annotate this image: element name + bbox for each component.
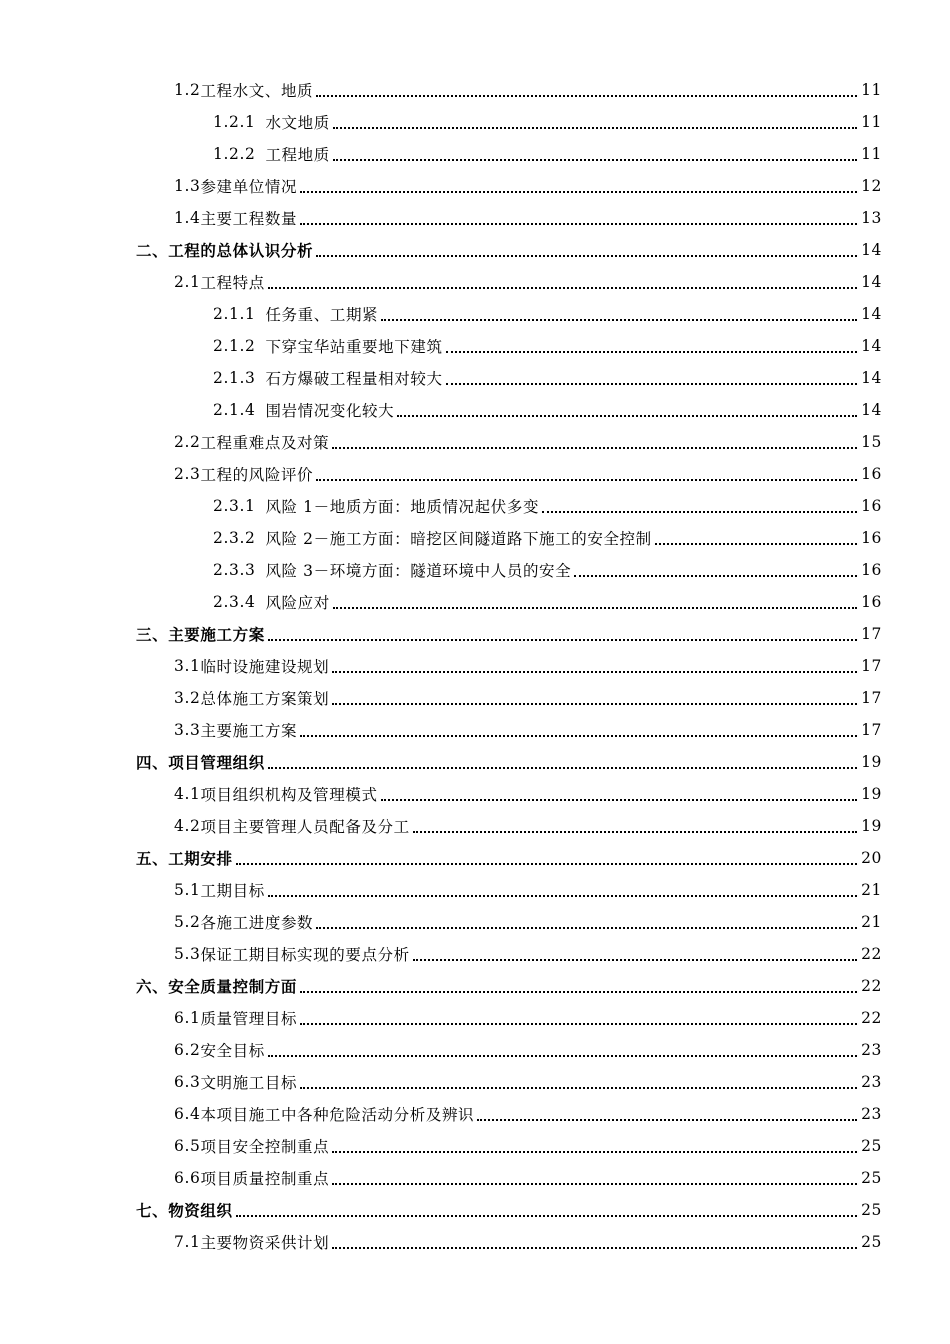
entry-title: 安全质量控制方面	[168, 977, 298, 996]
toc-section-entry[interactable]	[0, 938, 950, 970]
entry-title: 临时设施建设规划	[200, 658, 330, 676]
entry-number: 6.1	[174, 1009, 201, 1027]
entry-number: 七、	[136, 1201, 169, 1220]
entry-title: 主要工程数量	[200, 210, 298, 228]
entry-number: 1.3	[174, 177, 201, 195]
page-number: 14	[861, 337, 882, 355]
entry-number: 六、	[136, 977, 169, 996]
page-number: 14	[861, 273, 882, 291]
dot-leader	[300, 222, 857, 225]
entry-title: 工期目标	[200, 882, 265, 900]
entry-number: 7.1	[174, 1233, 201, 1251]
entry-title: 安全目标	[200, 1042, 265, 1060]
dot-leader	[268, 638, 857, 641]
toc-section-entry[interactable]	[0, 1066, 950, 1098]
page-number: 23	[861, 1105, 882, 1123]
entry-number: 2.1.3	[213, 369, 256, 387]
entry-number: 3.1	[174, 657, 201, 675]
page-number: 16	[861, 465, 882, 483]
dot-leader	[655, 542, 857, 545]
entry-number: 3.2	[174, 689, 201, 707]
page-number: 25	[861, 1169, 882, 1187]
entry-number: 1.4	[174, 209, 201, 227]
toc-chapter-entry[interactable]	[0, 234, 950, 266]
dot-leader	[300, 190, 857, 193]
toc-section-entry[interactable]	[0, 138, 950, 170]
toc-section-entry[interactable]	[0, 1226, 950, 1258]
entry-number: 6.2	[174, 1041, 201, 1059]
entry-title: 参建单位情况	[200, 178, 298, 196]
page-number: 11	[861, 113, 882, 131]
entry-title: 主要物资采供计划	[200, 1234, 330, 1252]
toc-chapter-entry[interactable]	[0, 842, 950, 874]
toc-section-entry[interactable]	[0, 522, 950, 554]
page-number: 22	[861, 1009, 882, 1027]
entry-number: 2.1.2	[213, 337, 256, 355]
page-number: 22	[861, 945, 882, 963]
page-number: 25	[861, 1201, 882, 1219]
entry-title: 主要施工方案	[200, 722, 298, 740]
toc-chapter-entry[interactable]	[0, 1194, 950, 1226]
toc-section-entry[interactable]	[0, 1162, 950, 1194]
toc-section-entry[interactable]	[0, 874, 950, 906]
entry-title: 文明施工目标	[200, 1074, 298, 1092]
dot-leader	[574, 574, 857, 577]
dot-leader	[332, 670, 857, 673]
entry-title: 工程重难点及对策	[200, 434, 330, 452]
toc-section-entry[interactable]	[0, 650, 950, 682]
dot-leader	[332, 1246, 857, 1249]
entry-number: 3.3	[174, 721, 201, 739]
page-number: 23	[861, 1073, 882, 1091]
entry-number: 4.1	[174, 785, 201, 803]
entry-title: 本项目施工中各种危险活动分析及辨识	[200, 1106, 475, 1124]
entry-number: 6.6	[174, 1169, 201, 1187]
toc-section-entry[interactable]	[0, 714, 950, 746]
page-number: 14	[861, 369, 882, 387]
dot-leader	[446, 350, 858, 353]
entry-number: 2.3.2	[213, 529, 256, 547]
entry-title: 风险 1－地质方面：地质情况起伏多变	[265, 498, 540, 516]
dot-leader	[300, 734, 857, 737]
dot-leader	[333, 126, 857, 129]
entry-title: 围岩情况变化较大	[265, 402, 395, 420]
page-number: 19	[861, 817, 882, 835]
entry-number: 2.2	[174, 433, 201, 451]
entry-number: 1.2.1	[213, 113, 256, 131]
page-number: 11	[861, 145, 882, 163]
dot-leader	[300, 1086, 857, 1089]
page-number: 14	[861, 305, 882, 323]
entry-title: 下穿宝华站重要地下建筑	[265, 338, 443, 356]
entry-title: 工程的总体认识分析	[168, 241, 314, 260]
page-number: 16	[861, 497, 882, 515]
dot-leader	[268, 766, 857, 769]
entry-number: 2.1	[174, 273, 201, 291]
entry-title: 工程特点	[200, 274, 265, 292]
toc-section-entry[interactable]	[0, 906, 950, 938]
toc-chapter-entry[interactable]	[0, 618, 950, 650]
dot-leader	[333, 158, 857, 161]
entry-title: 工程的风险评价	[200, 466, 314, 484]
toc-section-entry[interactable]	[0, 1098, 950, 1130]
page-number: 14	[861, 241, 882, 259]
entry-title: 风险 3－环境方面：隧道环境中人员的安全	[265, 562, 572, 580]
entry-number: 1.2.2	[213, 145, 256, 163]
page-number: 19	[861, 785, 882, 803]
entry-number: 5.3	[174, 945, 201, 963]
dot-leader	[477, 1118, 857, 1121]
table-of-contents	[0, 74, 950, 1258]
entry-number: 2.1.1	[213, 305, 256, 323]
dot-leader	[316, 254, 857, 257]
toc-section-entry[interactable]	[0, 1002, 950, 1034]
dot-leader	[381, 798, 858, 801]
toc-chapter-entry[interactable]	[0, 970, 950, 1002]
toc-section-entry[interactable]	[0, 362, 950, 394]
toc-section-entry[interactable]	[0, 170, 950, 202]
dot-leader	[300, 1022, 857, 1025]
entry-number: 二、	[136, 241, 169, 260]
page-number: 25	[861, 1137, 882, 1155]
entry-number: 6.4	[174, 1105, 201, 1123]
entry-number: 2.1.4	[213, 401, 256, 419]
page-number: 11	[861, 81, 882, 99]
dot-leader	[300, 990, 857, 993]
entry-title: 主要施工方案	[168, 625, 265, 644]
entry-title: 各施工进度参数	[200, 914, 314, 932]
toc-section-entry[interactable]	[0, 74, 950, 106]
entry-number: 三、	[136, 625, 169, 644]
entry-title: 工程地质	[265, 146, 330, 164]
entry-number: 2.3.1	[213, 497, 256, 515]
dot-leader	[316, 478, 857, 481]
entry-number: 5.2	[174, 913, 201, 931]
entry-number: 1.2	[174, 81, 201, 99]
entry-number: 6.3	[174, 1073, 201, 1091]
dot-leader	[542, 510, 857, 513]
dot-leader	[333, 606, 857, 609]
page-number: 16	[861, 593, 882, 611]
toc-section-entry[interactable]	[0, 490, 950, 522]
toc-section-entry[interactable]	[0, 202, 950, 234]
page-number: 14	[861, 401, 882, 419]
dot-leader	[268, 1054, 857, 1057]
dot-leader	[446, 382, 858, 385]
entry-title: 风险 2－施工方面：暗挖区间隧道路下施工的安全控制	[265, 530, 652, 548]
page-number: 21	[861, 913, 882, 931]
entry-number: 五、	[136, 849, 169, 868]
entry-number: 2.3.4	[213, 593, 256, 611]
page-number: 19	[861, 753, 882, 771]
toc-section-entry[interactable]	[0, 394, 950, 426]
dot-leader	[332, 446, 857, 449]
toc-section-entry[interactable]	[0, 1034, 950, 1066]
page-number: 12	[861, 177, 882, 195]
page-number: 25	[861, 1233, 882, 1251]
entry-title: 项目安全控制重点	[200, 1138, 330, 1156]
toc-section-entry[interactable]	[0, 298, 950, 330]
entry-number: 2.3.3	[213, 561, 256, 579]
entry-title: 任务重、工期紧	[265, 306, 379, 324]
entry-title: 质量管理目标	[200, 1010, 298, 1028]
toc-section-entry[interactable]	[0, 554, 950, 586]
entry-title: 项目主要管理人员配备及分工	[200, 818, 410, 836]
dot-leader	[236, 1214, 857, 1217]
entry-title: 保证工期目标实现的要点分析	[200, 946, 410, 964]
entry-title: 风险应对	[265, 594, 330, 612]
dot-leader	[332, 1150, 857, 1153]
toc-section-entry[interactable]	[0, 682, 950, 714]
dot-leader	[236, 862, 857, 865]
dot-leader	[413, 830, 857, 833]
dot-leader	[332, 1182, 857, 1185]
dot-leader	[316, 926, 857, 929]
page-number: 23	[861, 1041, 882, 1059]
dot-leader	[413, 958, 857, 961]
entry-number: 6.5	[174, 1137, 201, 1155]
toc-section-entry[interactable]	[0, 266, 950, 298]
dot-leader	[316, 94, 857, 97]
entry-number: 四、	[136, 753, 169, 772]
toc-section-entry[interactable]	[0, 586, 950, 618]
toc-chapter-entry[interactable]	[0, 746, 950, 778]
entry-title: 项目组织机构及管理模式	[200, 786, 378, 804]
page-number: 16	[861, 529, 882, 547]
page-number: 16	[861, 561, 882, 579]
entry-title: 工程水文、地质	[200, 82, 314, 100]
page-number: 22	[861, 977, 882, 995]
page-number: 20	[861, 849, 882, 867]
toc-section-entry[interactable]	[0, 426, 950, 458]
toc-section-entry[interactable]	[0, 810, 950, 842]
entry-number: 2.3	[174, 465, 201, 483]
page-number: 17	[861, 657, 882, 675]
toc-section-entry[interactable]	[0, 458, 950, 490]
page-number: 17	[861, 689, 882, 707]
entry-title: 总体施工方案策划	[200, 690, 330, 708]
dot-leader	[332, 702, 857, 705]
page-number: 15	[861, 433, 882, 451]
entry-number: 5.1	[174, 881, 201, 899]
toc-section-entry[interactable]	[0, 106, 950, 138]
entry-title: 项目质量控制重点	[200, 1170, 330, 1188]
page-number: 17	[861, 625, 882, 643]
entry-title: 石方爆破工程量相对较大	[265, 370, 443, 388]
entry-number: 4.2	[174, 817, 201, 835]
entry-title: 项目管理组织	[168, 753, 265, 772]
entry-title: 物资组织	[168, 1201, 233, 1220]
toc-section-entry[interactable]	[0, 778, 950, 810]
toc-section-entry[interactable]	[0, 1130, 950, 1162]
page-number: 17	[861, 721, 882, 739]
dot-leader	[268, 286, 857, 289]
toc-section-entry[interactable]	[0, 330, 950, 362]
dot-leader	[397, 414, 857, 417]
dot-leader	[381, 318, 857, 321]
dot-leader	[268, 894, 857, 897]
entry-title: 水文地质	[265, 114, 330, 132]
entry-title: 工期安排	[168, 849, 233, 868]
page-number: 13	[861, 209, 882, 227]
page-number: 21	[861, 881, 882, 899]
